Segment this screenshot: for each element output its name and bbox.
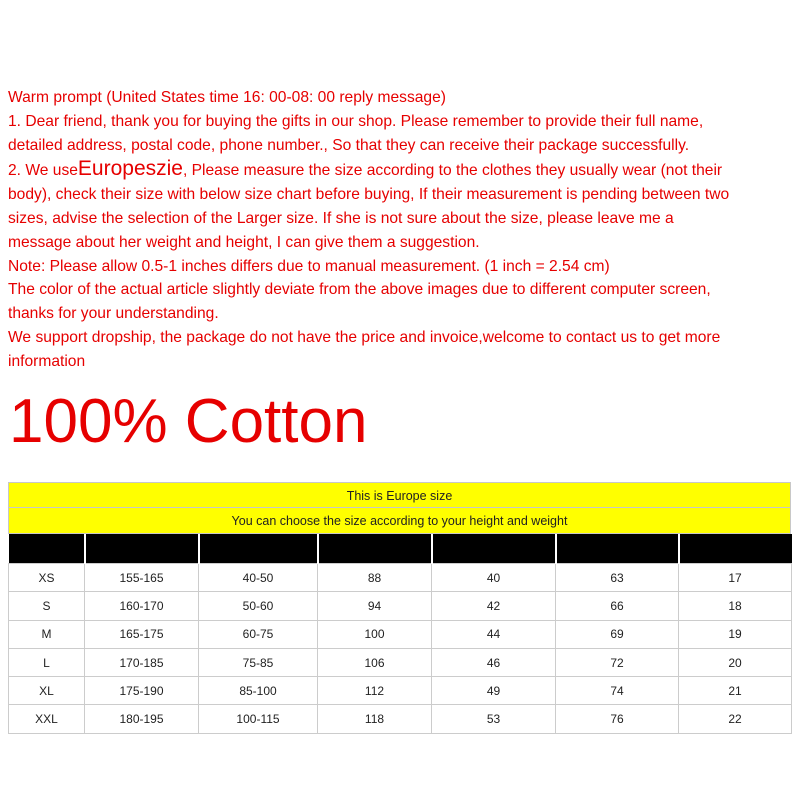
header-cell	[679, 534, 792, 564]
notice-line: The color of the actual article slightly deviate from the above images due to different computer screen,	[8, 281, 711, 299]
notice-text: , Please measure the size according to the clothes they usually wear (not their	[182, 162, 723, 180]
notice-line: message about her weight and height, I can give them a suggestion.	[8, 233, 480, 251]
table-cell: 106	[318, 648, 432, 676]
table-row	[9, 620, 792, 648]
header-cell	[318, 534, 432, 564]
table-row	[9, 648, 792, 676]
table-cell: 42	[432, 592, 556, 620]
notice-line-size-guide	[8, 157, 792, 183]
notice-line: body), check their size with below size chart before buying, If their measurement is pending between two	[8, 186, 730, 204]
table-cell: 40-50	[199, 564, 318, 592]
table-cell: 53	[432, 705, 556, 733]
table-cell: 118	[318, 705, 432, 733]
warm-prompt-line: Warm prompt (United States time 16: 00-08: 00 reply message)	[8, 89, 446, 106]
notice-text-block	[8, 86, 792, 374]
table-cell: 74	[556, 677, 679, 705]
table-cell: 165-175	[85, 620, 199, 648]
size-chart-title: This is Europe size	[8, 482, 791, 508]
header-cell	[199, 534, 318, 564]
table-row	[9, 705, 792, 733]
table-cell: 69	[556, 620, 679, 648]
notice-line: detailed address, postal code, phone number., So that they can receive their package successfully.	[8, 136, 690, 154]
notice-line: thanks for your understanding.	[8, 305, 219, 323]
brand-size-name: Europeszie	[77, 157, 183, 181]
header-cell	[9, 534, 85, 564]
size-cell: XXL	[9, 705, 85, 733]
table-cell: 63	[556, 564, 679, 592]
table-cell: 100	[318, 620, 432, 648]
table-cell: 46	[432, 648, 556, 676]
material-headline: 100% Cotton	[9, 387, 368, 456]
table-cell: 49	[432, 677, 556, 705]
table-cell: 44	[432, 620, 556, 648]
notice-line: 1. Dear friend, thank you for buying the gifts in our shop. Please remember to provide their full name,	[8, 112, 704, 130]
table-row	[9, 592, 792, 620]
table-cell: 20	[679, 648, 792, 676]
table-header-row	[9, 534, 792, 564]
table-row	[9, 564, 792, 592]
size-cell: M	[9, 620, 85, 648]
table-cell: 94	[318, 592, 432, 620]
measurement-note-line: Note: Please allow 0.5-1 inches differs due to manual measurement. (1 inch = 2.54 cm)	[8, 257, 610, 275]
table-cell: 180-195	[85, 705, 199, 733]
table-cell: 160-170	[85, 592, 199, 620]
table-cell: 18	[679, 592, 792, 620]
notice-line: information	[8, 352, 86, 370]
notice-text: 2. We use	[8, 162, 78, 180]
dropship-line: We support dropship, the package do not have the price and invoice,welcome to contact us to get more	[8, 328, 721, 346]
size-chart	[8, 482, 791, 734]
size-cell: L	[9, 648, 85, 676]
table-cell: 72	[556, 648, 679, 676]
size-cell: S	[9, 592, 85, 620]
table-cell: 85-100	[199, 677, 318, 705]
table-cell: 76	[556, 705, 679, 733]
table-cell: 66	[556, 592, 679, 620]
header-cell	[85, 534, 199, 564]
header-cell	[432, 534, 556, 564]
size-table	[8, 534, 792, 734]
table-cell: 170-185	[85, 648, 199, 676]
table-cell: 112	[318, 677, 432, 705]
table-cell: 21	[679, 677, 792, 705]
table-cell: 22	[679, 705, 792, 733]
table-cell: 50-60	[199, 592, 318, 620]
size-chart-subtitle: You can choose the size according to your height and weight	[8, 508, 791, 534]
table-cell: 155-165	[85, 564, 199, 592]
notice-line: sizes, advise the selection of the Larger size. If she is not sure about the size, please leave me a	[8, 209, 674, 227]
table-cell: 60-75	[199, 620, 318, 648]
table-cell: 75-85	[199, 648, 318, 676]
size-cell: XS	[9, 564, 85, 592]
table-row	[9, 677, 792, 705]
table-cell: 100-115	[199, 705, 318, 733]
table-cell: 17	[679, 564, 792, 592]
header-cell	[556, 534, 679, 564]
table-cell: 19	[679, 620, 792, 648]
size-cell: XL	[9, 677, 85, 705]
table-cell: 88	[318, 564, 432, 592]
table-cell: 175-190	[85, 677, 199, 705]
table-cell: 40	[432, 564, 556, 592]
